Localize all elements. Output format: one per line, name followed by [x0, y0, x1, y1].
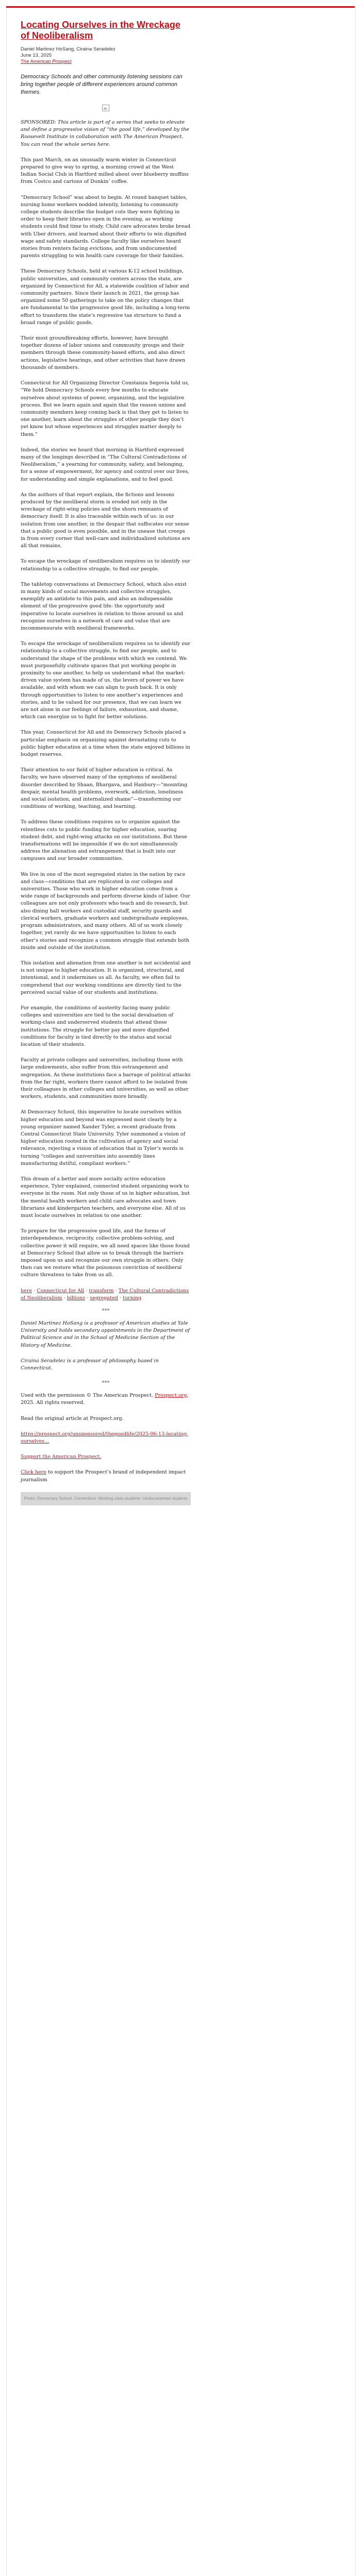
body-paragraph: Indeed, the stories we heard that morning in Hartford expressed many of the longings described in “The Cultural Contradictions of Neoliberalism,” a yearning for community, safety, and belonging, for a sense of empowerment, for agency and control over our lives, for understanding and simple explanations, and to feel good.	[21, 447, 190, 482]
permission-suffix: , 2025. All rights reserved.	[21, 1393, 189, 1406]
read-original: Read the original article at Prospect.org.	[21, 1415, 124, 1421]
cultural-contradictions-link[interactable]: The Cultural Contradictions of Neoliberalism	[21, 1287, 189, 1301]
body-paragraph: “Democracy School” was about to begin. At round banquet tables, nursing home workers nodded intently, listening to community college students describe the budget cuts they were fighting in order to keep their libraries open in the evening, as working students could find time to study. Child care advocates broke bread with Uber drivers, and learned about their efforts to win dignified wage and safety standards. College faculty like ourselves heard stories from renters facing evictions, and from undocumented parents struggling to win health care coverage for their families.	[21, 194, 191, 259]
body-paragraph: To address these conditions requires us to organize against the relentless cuts to public funding for higher education, soaring student debt, and right-wing attacks on our institutions. But these transformations will be impossible if we do not simultaneously address the alienation and estrangement that is built into our campuses and our broader communities.	[21, 819, 187, 862]
body-paragraph: This dream of a better and more socially active education experience, Tyler explained, connected student organizing work to everyone in the room. Not only those of us in higher education, but the mental health workers and child care advocates and town librarians and kindergarten teachers, and everyone else. All of us must locate ourselves in relation to one another.	[21, 1176, 190, 1218]
body-paragraph: For example, the conditions of austerity facing many public colleges and universities are tied to the social devaluation of working-class and underserved students that attend these institutions. The struggle for better pay and more dignified conditions for faculty is tied directly to the status and social location of their students.	[21, 1005, 173, 1047]
article-photo	[21, 1492, 191, 1505]
body-paragraph: Faculty at private colleges and universities, including those with large endowments, also suffer from this estrangement and segregation. As these institutions face a barrage of political attacks from the far right, workers there cannot afford to be isolated from their colleagues in other colleges and universities, as well as other workers, students, and communities more broadly.	[21, 1057, 191, 1100]
body-paragraph: We live in one of the most segregated states in the nation by race and class—conditions that are replicated in our colleges and universities. Those who work in higher education come from a wide range of backgrounds and perform diverse kinds of labor. Our colleagues are not only professors who teach and do research, but also dining hall workers and custodial staff, security guards and clerical workers, graduate workers and undergraduate employees, program administrators, and many others. All of us work closely together, yet rarely do we have opportunities to listen to each other’s stories and recognize a common struggle that extends both inside and outside of the institution.	[21, 871, 190, 951]
support-line	[21, 1453, 191, 1461]
inline-links-row: here · Connecticut for All · transform · The Cultural Contradictions of Neoliberalism · billions · segregated · turning	[21, 1287, 189, 1301]
article-dek: Democracy Schools and other community listening sessions can bring together people of different experiences around common themes.	[21, 74, 183, 95]
article-title[interactable]: Locating Ourselves in the Wreckage of Neoliberalism	[21, 20, 180, 41]
body-paragraph: To prepare for the progressive good life, and the forms of interdependence, reciprocity, collective problem-solving, and collective power it will require, we all need spaces like those found at Democracy School that allow us to break through the barriers imposed upon us and recognize our own struggle in others. Only then can we restore what the poisonous conviction of neoliberal culture threatens to take from us all.	[21, 1228, 190, 1278]
body-paragraph: To escape the wreckage of neoliberalism requires us to identify our relationship to a collective struggle, to find our people, and to understand the shape of the problems with which we contend. We must purposefully cultivate spaces that put working people in proximity to one another, to help us understand what the market-driven value system has made of us, the levers of power we have available, and with whom we can align to push back. It is only through opportunities to listen to one another’s experiences and stories, and to be valued for our presence, that we can learn we are not alone in our feelings of failure, exhaustion, and shame, which can energize us to fight for better solutions.	[21, 641, 190, 720]
separator: ***	[102, 1380, 110, 1386]
billions-link[interactable]: billions	[67, 1295, 86, 1301]
body-paragraph: Their most groundbreaking efforts, however, have brought together dozens of labor unions and community groups and their members through these community-based efforts, and also direct actions, legislative hearings, and other activities that have drawn thousands of members.	[21, 335, 186, 370]
click-here-link[interactable]: Click here	[21, 1469, 46, 1476]
image-icon	[102, 105, 109, 111]
article-column	[21, 20, 191, 1505]
sponsored-note: SPONSORED: This article is part of a series that seeks to elevate and define a progressive vision of “the good life,” developed by the Roosevelt Institute in collaboration with The American Prospect. You can read the whole series here.	[21, 120, 189, 147]
original-url-line	[21, 1431, 191, 1445]
permission-line	[21, 1392, 191, 1406]
author-bio: Ciraina Seradelez is a professor of philosophy based in Connecticut.	[21, 1358, 159, 1371]
segregated-link[interactable]: segregated	[90, 1295, 118, 1301]
article-authors: Daniel Martinez HoSang, Ciraina Seradelez	[21, 46, 116, 52]
body-paragraph: At Democracy School, this imperative to locate ourselves within higher education and beyond was expressed most clearly by a young organizer named Xander Tyler, a recent graduate from Central Connecticut State University. Tyler summoned a vision of higher education rooted in the cultivation of agency and social relevance, rejecting a vision of education that in Tyler’s words is turning “colleges and universities into assembly lines manufacturing dutiful, compliant workers.”	[21, 1109, 186, 1166]
body-paragraph: As the authors of that report explain, the fictions and lessons produced by the neoliberal storm is eroded not only in the wreckage of right-wing policies and the shorn remnants of democracy itself. It is also traceable within each of us: in our isolation from one another, in the despair that suffocates our sense that a public good is even possible, and in the unease that creeps in from every corner that well-care and individualized solutions are all that remains.	[21, 492, 190, 549]
body-paragraph: The tabletop conversations at Democracy School, which also exist in many kinds of social movements and collective struggles, exemplify an antidote to this pain, and also an indispensable element of the progressive good life: the opportunity and imperative to locate ourselves in relation to those around us and recognize ourselves in a network of care and value that are incommensurate with neoliberal frameworks.	[21, 581, 187, 631]
body-paragraph: Connecticut for All Organizing Director Constanza Segovia told us, “We hold Democracy Schools every few months to educate ourselves about systems of power, organizing, and the legislative process. But we learn again and again that the reason unions and community members keep coming back is that they get to listen to one another, learn about the struggles of other people they don’t yet know but whose experiences and struggles matter deeply to them.”	[21, 380, 189, 437]
body-paragraph: This isolation and alienation from one another is not accidental and is not unique to higher education. It is organized, structural, and intentional, and it undermines us all. As faculty, we often fail to comprehend that our working conditions are directly tied to the perceived social value of our students and institutions.	[21, 960, 191, 995]
support-prospect-link[interactable]: Support the American Prospect.	[21, 1454, 102, 1460]
ct-for-all-link[interactable]: Connecticut for All	[37, 1287, 85, 1294]
article-body	[21, 119, 191, 1505]
body-paragraph: This year, Connecticut for All and its Democracy Schools placed a particular emphasis on organizing against devastating cuts to public higher education at a time when the state enjoyed billions in budget reserves.	[21, 730, 190, 758]
prospect-site-link[interactable]: Prospect.org	[155, 1393, 187, 1399]
accent-bar	[6, 6, 355, 8]
publication-link[interactable]: The American Prospect	[21, 59, 72, 64]
body-paragraph: These Democracy Schools, held at various K-12 school buildings, public universities, and community centers across the state, are organized by Connecticut for All, a statewide coalition of labor and community partners. Since their launch in 2021, the group has organized some 50 gatherings to take on the policy changes that are fundamental to the progressive good life, including a long-term effort to transform the state’s regressive tax structure to fund a broad range of public goods.	[21, 268, 190, 326]
click-here-line	[21, 1469, 191, 1483]
publication-line	[21, 59, 191, 65]
body-paragraph: This past March, on an unusually warm winter in Connecticut prepared to give way to spring, a morning crowd at the West Indian Social Club in Hartford milled about over blueberry muffins from Costco and cartons of Dunkin’ coffee.	[21, 157, 189, 185]
body-paragraph: Their attention to our field of higher education is critical. As faculty, we have observed many of the symptoms of neoliberal disorder described by Shaan, Bhargava, and Hanbury—“mounting despair, mental health problems, overwork, addiction, loneliness and social isolation, and internalized shame”—transforming our conditions of working, teaching, and learning.	[21, 767, 188, 810]
photo-caption: Photo: Democracy School, Connecticut: Working class students: Undocumented students	[24, 1496, 188, 1501]
original-article-link[interactable]: https://prospect.org/unsponsored/thegoodlife/2025-06-13-locating-ourselves...	[21, 1431, 188, 1445]
turning-link[interactable]: turning	[122, 1295, 142, 1301]
author-bio: Daniel Martinez HoSang is a professor of American studies at Yale University and holds secondary appointments in the Department of Political Science and in the School of Medicine Section of the History of Medicine.	[21, 1320, 190, 1348]
body-paragraph: To escape the wreckage of neoliberalism requires us to identify our relationship to a collective struggle, to find our people.	[21, 558, 190, 572]
permission-prefix: Used with the permission © The American Prospect,	[21, 1393, 153, 1399]
series-here-link[interactable]: here	[21, 1287, 32, 1294]
article-date: June 13, 2025	[21, 53, 52, 58]
click-here-text: to support the Prospect’s brand of independent impact journalism	[21, 1469, 186, 1483]
transform-link[interactable]: transform	[89, 1287, 114, 1294]
separator: ***	[102, 1308, 110, 1314]
image-placeholder	[21, 103, 191, 110]
